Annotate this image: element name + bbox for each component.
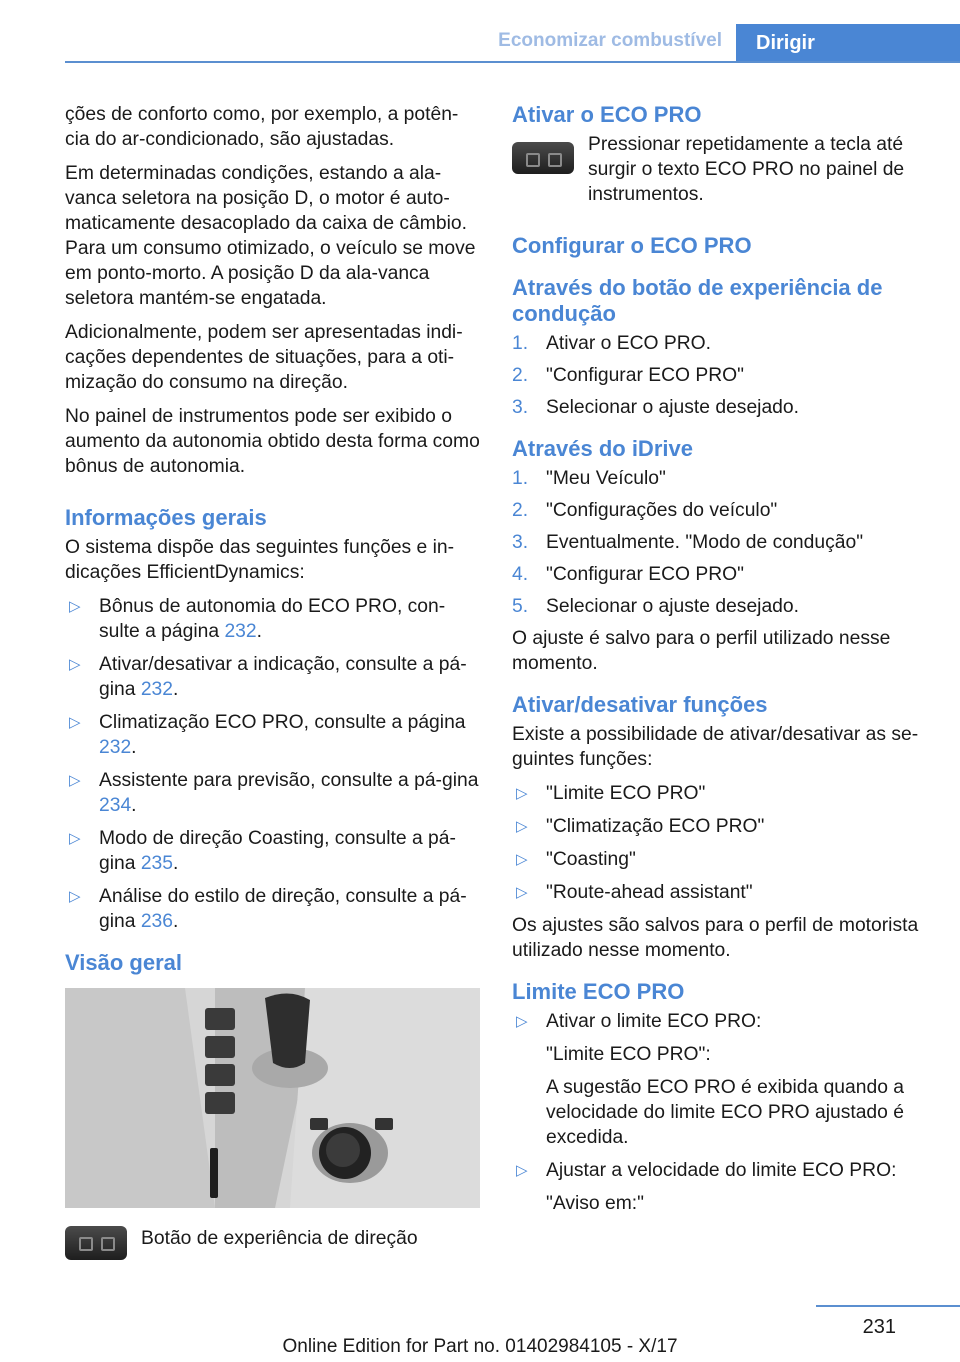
- paragraph: Pressionar repetidamente a tecla até surgir o texto ECO PRO no painel de instrumentos.: [588, 134, 905, 205]
- limit-list: [512, 1158, 927, 1183]
- triangle-bullet-icon: ▷: [516, 884, 528, 901]
- header-rule: [65, 61, 960, 63]
- list-item: ▷ Assistente para previsão, consulte a pá-gina 234.: [69, 770, 479, 816]
- limit-list: [512, 1009, 927, 1034]
- triangle-bullet-icon: ▷: [516, 851, 528, 868]
- triangle-bullet-icon: ▷: [516, 1162, 528, 1179]
- page-link[interactable]: 232: [224, 621, 257, 642]
- driving-experience-switch-icon: [65, 1226, 127, 1260]
- left-column: [65, 102, 480, 1266]
- driving-experience-switch-icon: [512, 142, 574, 174]
- header-section-title: Economizar combustível: [498, 30, 722, 51]
- console-photo: [65, 988, 480, 1208]
- footer-rule: [816, 1305, 960, 1307]
- list-item: ▷ Bônus de autonomia do ECO PRO, con-sulte a página 232.: [69, 596, 446, 642]
- list-item: ▷ Ativar/desativar a indicação, consulte a pá-gina 232.: [69, 654, 467, 700]
- triangle-bullet-icon: ▷: [69, 598, 81, 615]
- page-link[interactable]: 234: [99, 795, 132, 816]
- list-item: ▷ Climatização ECO PRO, consulte a página 232.: [69, 712, 466, 758]
- right-column: [512, 102, 927, 1224]
- page-link[interactable]: 235: [140, 853, 173, 874]
- list-item: 2. "Configurações do veículo": [512, 500, 778, 521]
- page-link[interactable]: 232: [99, 737, 132, 758]
- heading-general-info: Informações gerais: [65, 505, 267, 530]
- list-item: 3. Selecionar o ajuste desejado.: [512, 397, 799, 418]
- paragraph: No painel de instrumentos pode ser exibido o aumento da autonomia obtido desta forma como bônus de autonomia.: [65, 406, 480, 477]
- page-link[interactable]: 232: [140, 679, 173, 700]
- paragraph: O sistema dispõe das seguintes funções e in-dicações EfficientDynamics:: [65, 537, 455, 583]
- heading-overview: Visão geral: [65, 950, 182, 975]
- edition-footer: Online Edition for Part no. 01402984105 - X/17: [282, 1336, 678, 1357]
- list-item: ▷ "Climatização ECO PRO": [516, 816, 765, 837]
- list-item: 1. "Meu Veículo": [512, 468, 666, 489]
- heading-activate-eco-pro: Ativar o ECO PRO: [512, 102, 702, 127]
- toggle-list: [512, 781, 927, 905]
- heading-via-button: Através do botão de experiência de condução: [512, 275, 883, 326]
- triangle-bullet-icon: ▷: [69, 888, 81, 905]
- steps-via-idrive: [512, 466, 927, 619]
- triangle-bullet-icon: ▷: [69, 714, 81, 731]
- sub-paragraph: "Limite ECO PRO":: [546, 1044, 711, 1065]
- page-header: [0, 24, 960, 62]
- triangle-bullet-icon: ▷: [69, 772, 81, 789]
- photo-caption: [65, 1226, 480, 1266]
- list-item: 1. Ativar o ECO PRO.: [512, 333, 712, 354]
- heading-toggle-functions: Ativar/desativar funções: [512, 692, 768, 717]
- sub-paragraph: "Aviso em:": [546, 1193, 644, 1214]
- paragraph: Os ajustes são salvos para o perfil de motorista utilizado nesse momento.: [512, 915, 919, 961]
- list-item: ▷ "Coasting": [516, 849, 636, 870]
- caption-text: Botão de experiência de direção: [141, 1228, 418, 1249]
- list-item: 4. "Configurar ECO PRO": [512, 564, 744, 585]
- list-item: 3. Eventualmente. "Modo de condução": [512, 532, 864, 553]
- list-item: ▷ Análise do estilo de direção, consulte a pá-gina 236.: [69, 886, 467, 932]
- center-console-image: [65, 988, 480, 1208]
- heading-via-idrive: Através do iDrive: [512, 436, 693, 461]
- paragraph: Existe a possibilidade de ativar/desativar as se-guintes funções:: [512, 724, 919, 770]
- list-item: ▷ Modo de direção Coasting, consulte a pá-gina 235.: [69, 828, 456, 874]
- list-item: 2. "Configurar ECO PRO": [512, 365, 744, 386]
- list-item: ▷ Ativar o limite ECO PRO:: [516, 1011, 762, 1032]
- sub-paragraph: A sugestão ECO PRO é exibida quando a velocidade do limite ECO PRO ajustado é excedida.: [546, 1077, 905, 1148]
- list-item: 5. Selecionar o ajuste desejado.: [512, 596, 799, 617]
- triangle-bullet-icon: ▷: [516, 818, 528, 835]
- feature-list: [65, 594, 480, 934]
- heading-eco-pro-limit: Limite ECO PRO: [512, 979, 685, 1004]
- triangle-bullet-icon: ▷: [516, 1013, 528, 1030]
- list-item: ▷ "Limite ECO PRO": [516, 783, 706, 804]
- header-chapter-tab: Dirigir: [736, 24, 960, 62]
- activate-instruction: [512, 132, 927, 207]
- heading-configure-eco-pro: Configurar o ECO PRO: [512, 233, 752, 258]
- triangle-bullet-icon: ▷: [516, 785, 528, 802]
- page-number: 231: [862, 1316, 896, 1338]
- paragraph: O ajuste é salvo para o perfil utilizado nesse momento.: [512, 628, 891, 674]
- list-item: ▷ Ajustar a velocidade do limite ECO PRO:: [516, 1160, 897, 1181]
- paragraph: Adicionalmente, podem ser apresentadas indi-cações dependentes de situações, para a oti-mização do consumo na direção.: [65, 322, 463, 393]
- triangle-bullet-icon: ▷: [69, 830, 81, 847]
- steps-via-button: [512, 331, 927, 420]
- list-item: ▷ "Route-ahead assistant": [516, 882, 753, 903]
- paragraph: ções de conforto como, por exemplo, a potên-cia do ar-condicionado, são ajustadas.: [65, 104, 459, 150]
- paragraph: Em determinadas condições, estando a ala-vanca seletora na posição D, o motor é auto-maticamente desacoplado da caixa de câmbio. Para um consumo otimizado, o veículo se move em ponto-morto. A posição D da ala-vanca seletora mantém-se engatada.: [65, 163, 476, 309]
- page-link[interactable]: 236: [140, 911, 173, 932]
- triangle-bullet-icon: ▷: [69, 656, 81, 673]
